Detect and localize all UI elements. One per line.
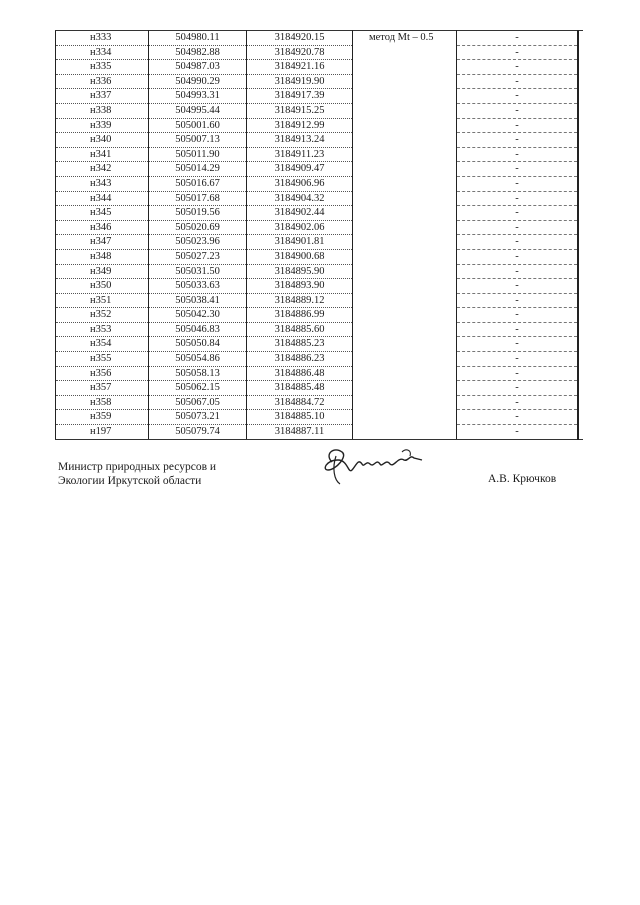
table-row bbox=[56, 60, 584, 75]
y-coordinate-cell: 3184901.81 bbox=[247, 235, 353, 250]
accuracy-cell: - bbox=[457, 264, 579, 279]
method-cell bbox=[353, 279, 457, 294]
accuracy-cell: - bbox=[457, 147, 579, 162]
x-coordinate-cell: 505011.90 bbox=[149, 147, 247, 162]
point-id-cell: н353 bbox=[56, 322, 149, 337]
x-coordinate-cell: 505050.84 bbox=[149, 337, 247, 352]
table-right-edge bbox=[578, 337, 583, 352]
point-id-cell: н339 bbox=[56, 118, 149, 133]
x-coordinate-cell: 505042.30 bbox=[149, 308, 247, 323]
table-row bbox=[56, 103, 584, 118]
point-id-cell: н350 bbox=[56, 279, 149, 294]
table-right-edge bbox=[578, 206, 583, 221]
table-row bbox=[56, 410, 584, 425]
accuracy-cell: - bbox=[457, 103, 579, 118]
y-coordinate-cell: 3184886.48 bbox=[247, 366, 353, 381]
y-coordinate-cell: 3184911.23 bbox=[247, 147, 353, 162]
y-coordinate-cell: 3184919.90 bbox=[247, 74, 353, 89]
accuracy-cell: - bbox=[457, 410, 579, 425]
point-id-cell: н351 bbox=[56, 293, 149, 308]
method-cell bbox=[353, 118, 457, 133]
table-right-edge bbox=[578, 191, 583, 206]
accuracy-cell: - bbox=[457, 366, 579, 381]
accuracy-cell: - bbox=[457, 191, 579, 206]
y-coordinate-cell: 3184887.11 bbox=[247, 425, 353, 440]
point-id-cell: н347 bbox=[56, 235, 149, 250]
table-row bbox=[56, 133, 584, 148]
x-coordinate-cell: 504990.29 bbox=[149, 74, 247, 89]
table-row bbox=[56, 381, 584, 396]
x-coordinate-cell: 504993.31 bbox=[149, 89, 247, 104]
table-right-edge bbox=[578, 31, 583, 46]
method-cell bbox=[353, 103, 457, 118]
x-coordinate-cell: 505017.68 bbox=[149, 191, 247, 206]
y-coordinate-cell: 3184904.32 bbox=[247, 191, 353, 206]
y-coordinate-cell: 3184920.15 bbox=[247, 31, 353, 46]
table-row bbox=[56, 176, 584, 191]
method-cell bbox=[353, 381, 457, 396]
point-id-cell: н344 bbox=[56, 191, 149, 206]
y-coordinate-cell: 3184885.23 bbox=[247, 337, 353, 352]
table-row bbox=[56, 45, 584, 60]
table-row bbox=[56, 191, 584, 206]
accuracy-cell: - bbox=[457, 293, 579, 308]
coordinates-table bbox=[55, 30, 583, 440]
table-row bbox=[56, 249, 584, 264]
table-row bbox=[56, 337, 584, 352]
y-coordinate-cell: 3184886.23 bbox=[247, 352, 353, 367]
y-coordinate-cell: 3184912.99 bbox=[247, 118, 353, 133]
y-coordinate-cell: 3184889.12 bbox=[247, 293, 353, 308]
point-id-cell: н358 bbox=[56, 395, 149, 410]
accuracy-cell: - bbox=[457, 322, 579, 337]
point-id-cell: н354 bbox=[56, 337, 149, 352]
method-cell bbox=[353, 60, 457, 75]
table-right-edge bbox=[578, 279, 583, 294]
table-right-edge bbox=[578, 249, 583, 264]
point-id-cell: н345 bbox=[56, 206, 149, 221]
signatory-name: А.В. Крючков bbox=[488, 473, 557, 485]
table-row bbox=[56, 308, 584, 323]
accuracy-cell: - bbox=[457, 352, 579, 367]
x-coordinate-cell: 504980.11 bbox=[149, 31, 247, 46]
table-row bbox=[56, 220, 584, 235]
y-coordinate-cell: 3184906.96 bbox=[247, 176, 353, 191]
y-coordinate-cell: 3184921.16 bbox=[247, 60, 353, 75]
x-coordinate-cell: 505033.63 bbox=[149, 279, 247, 294]
point-id-cell: н357 bbox=[56, 381, 149, 396]
table-right-edge bbox=[578, 45, 583, 60]
x-coordinate-cell: 505027.23 bbox=[149, 249, 247, 264]
accuracy-cell: - bbox=[457, 425, 579, 440]
accuracy-cell: - bbox=[457, 395, 579, 410]
method-cell bbox=[353, 425, 457, 440]
point-id-cell: н356 bbox=[56, 366, 149, 381]
point-id-cell: н334 bbox=[56, 45, 149, 60]
method-cell bbox=[353, 176, 457, 191]
x-coordinate-cell: 505038.41 bbox=[149, 293, 247, 308]
method-cell bbox=[353, 293, 457, 308]
x-coordinate-cell: 505054.86 bbox=[149, 352, 247, 367]
method-cell bbox=[353, 191, 457, 206]
accuracy-cell: - bbox=[457, 74, 579, 89]
accuracy-cell: - bbox=[457, 45, 579, 60]
method-cell bbox=[353, 264, 457, 279]
table-right-edge bbox=[578, 176, 583, 191]
table-row bbox=[56, 89, 584, 104]
x-coordinate-cell: 505079.74 bbox=[149, 425, 247, 440]
x-coordinate-cell: 504982.88 bbox=[149, 45, 247, 60]
y-coordinate-cell: 3184895.90 bbox=[247, 264, 353, 279]
y-coordinate-cell: 3184915.25 bbox=[247, 103, 353, 118]
accuracy-cell: - bbox=[457, 176, 579, 191]
y-coordinate-cell: 3184884.72 bbox=[247, 395, 353, 410]
table-right-edge bbox=[578, 74, 583, 89]
method-cell bbox=[353, 395, 457, 410]
accuracy-cell: - bbox=[457, 381, 579, 396]
table-right-edge bbox=[578, 308, 583, 323]
signatory-title-line-1: Министр природных ресурсов и bbox=[58, 461, 217, 473]
method-cell bbox=[353, 220, 457, 235]
table-right-edge bbox=[578, 410, 583, 425]
point-id-cell: н342 bbox=[56, 162, 149, 177]
accuracy-cell: - bbox=[457, 162, 579, 177]
coordinates-table-body bbox=[56, 31, 584, 440]
table-right-edge bbox=[578, 264, 583, 279]
table-right-edge bbox=[578, 60, 583, 75]
accuracy-cell: - bbox=[457, 60, 579, 75]
y-coordinate-cell: 3184909.47 bbox=[247, 162, 353, 177]
point-id-cell: н341 bbox=[56, 147, 149, 162]
signatory-title-line-2: Экологии Иркутской области bbox=[58, 475, 202, 487]
method-cell bbox=[353, 366, 457, 381]
signatory-title bbox=[58, 460, 258, 488]
x-coordinate-cell: 505007.13 bbox=[149, 133, 247, 148]
table-row bbox=[56, 352, 584, 367]
accuracy-cell: - bbox=[457, 337, 579, 352]
y-coordinate-cell: 3184893.90 bbox=[247, 279, 353, 294]
x-coordinate-cell: 505031.50 bbox=[149, 264, 247, 279]
table-row bbox=[56, 366, 584, 381]
x-coordinate-cell: 505001.60 bbox=[149, 118, 247, 133]
method-cell bbox=[353, 45, 457, 60]
method-cell bbox=[353, 352, 457, 367]
x-coordinate-cell: 505014.29 bbox=[149, 162, 247, 177]
method-cell bbox=[353, 89, 457, 104]
table-row bbox=[56, 279, 584, 294]
point-id-cell: н352 bbox=[56, 308, 149, 323]
accuracy-cell: - bbox=[457, 118, 579, 133]
accuracy-cell: - bbox=[457, 31, 579, 46]
point-id-cell: н355 bbox=[56, 352, 149, 367]
table-right-edge bbox=[578, 366, 583, 381]
table-row bbox=[56, 147, 584, 162]
method-cell bbox=[353, 206, 457, 221]
table-right-edge bbox=[578, 220, 583, 235]
point-id-cell: н333 bbox=[56, 31, 149, 46]
x-coordinate-cell: 505067.05 bbox=[149, 395, 247, 410]
y-coordinate-cell: 3184885.48 bbox=[247, 381, 353, 396]
point-id-cell: н348 bbox=[56, 249, 149, 264]
table-right-edge bbox=[578, 133, 583, 148]
method-cell bbox=[353, 133, 457, 148]
table-right-edge bbox=[578, 162, 583, 177]
method-cell bbox=[353, 322, 457, 337]
x-coordinate-cell: 505023.96 bbox=[149, 235, 247, 250]
x-coordinate-cell: 505020.69 bbox=[149, 220, 247, 235]
table-row bbox=[56, 74, 584, 89]
table-right-edge bbox=[578, 425, 583, 440]
y-coordinate-cell: 3184885.60 bbox=[247, 322, 353, 337]
point-id-cell: н340 bbox=[56, 133, 149, 148]
point-id-cell: н346 bbox=[56, 220, 149, 235]
table-row bbox=[56, 235, 584, 250]
accuracy-cell: - bbox=[457, 279, 579, 294]
x-coordinate-cell: 505016.67 bbox=[149, 176, 247, 191]
table-row bbox=[56, 293, 584, 308]
table-right-edge bbox=[578, 118, 583, 133]
x-coordinate-cell: 504987.03 bbox=[149, 60, 247, 75]
accuracy-cell: - bbox=[457, 89, 579, 104]
point-id-cell: н349 bbox=[56, 264, 149, 279]
method-cell: метод Mt – 0.5 bbox=[353, 31, 457, 46]
table-right-edge bbox=[578, 89, 583, 104]
table-right-edge bbox=[578, 395, 583, 410]
method-cell bbox=[353, 337, 457, 352]
method-cell bbox=[353, 308, 457, 323]
table-row bbox=[56, 31, 584, 46]
y-coordinate-cell: 3184886.99 bbox=[247, 308, 353, 323]
y-coordinate-cell: 3184885.10 bbox=[247, 410, 353, 425]
accuracy-cell: - bbox=[457, 249, 579, 264]
x-coordinate-cell: 505062.15 bbox=[149, 381, 247, 396]
accuracy-cell: - bbox=[457, 220, 579, 235]
x-coordinate-cell: 505046.83 bbox=[149, 322, 247, 337]
table-row bbox=[56, 395, 584, 410]
y-coordinate-cell: 3184920.78 bbox=[247, 45, 353, 60]
table-right-edge bbox=[578, 293, 583, 308]
point-id-cell: н197 bbox=[56, 425, 149, 440]
table-row bbox=[56, 206, 584, 221]
table-right-edge bbox=[578, 103, 583, 118]
point-id-cell: н343 bbox=[56, 176, 149, 191]
accuracy-cell: - bbox=[457, 206, 579, 221]
y-coordinate-cell: 3184917.39 bbox=[247, 89, 353, 104]
point-id-cell: н337 bbox=[56, 89, 149, 104]
table-right-edge bbox=[578, 322, 583, 337]
table-row bbox=[56, 425, 584, 440]
table-right-edge bbox=[578, 235, 583, 250]
method-cell bbox=[353, 147, 457, 162]
method-cell bbox=[353, 410, 457, 425]
point-id-cell: н359 bbox=[56, 410, 149, 425]
method-cell bbox=[353, 162, 457, 177]
x-coordinate-cell: 504995.44 bbox=[149, 103, 247, 118]
point-id-cell: н335 bbox=[56, 60, 149, 75]
handwritten-signature bbox=[318, 440, 428, 488]
y-coordinate-cell: 3184913.24 bbox=[247, 133, 353, 148]
method-cell bbox=[353, 249, 457, 264]
method-cell bbox=[353, 235, 457, 250]
x-coordinate-cell: 505058.13 bbox=[149, 366, 247, 381]
accuracy-cell: - bbox=[457, 133, 579, 148]
point-id-cell: н336 bbox=[56, 74, 149, 89]
table-right-edge bbox=[578, 147, 583, 162]
table-right-edge bbox=[578, 352, 583, 367]
table-row bbox=[56, 118, 584, 133]
x-coordinate-cell: 505019.56 bbox=[149, 206, 247, 221]
y-coordinate-cell: 3184902.06 bbox=[247, 220, 353, 235]
y-coordinate-cell: 3184902.44 bbox=[247, 206, 353, 221]
table-row bbox=[56, 322, 584, 337]
accuracy-cell: - bbox=[457, 308, 579, 323]
method-cell bbox=[353, 74, 457, 89]
table-right-edge bbox=[578, 381, 583, 396]
accuracy-cell: - bbox=[457, 235, 579, 250]
x-coordinate-cell: 505073.21 bbox=[149, 410, 247, 425]
point-id-cell: н338 bbox=[56, 103, 149, 118]
table-row bbox=[56, 162, 584, 177]
y-coordinate-cell: 3184900.68 bbox=[247, 249, 353, 264]
table-row bbox=[56, 264, 584, 279]
